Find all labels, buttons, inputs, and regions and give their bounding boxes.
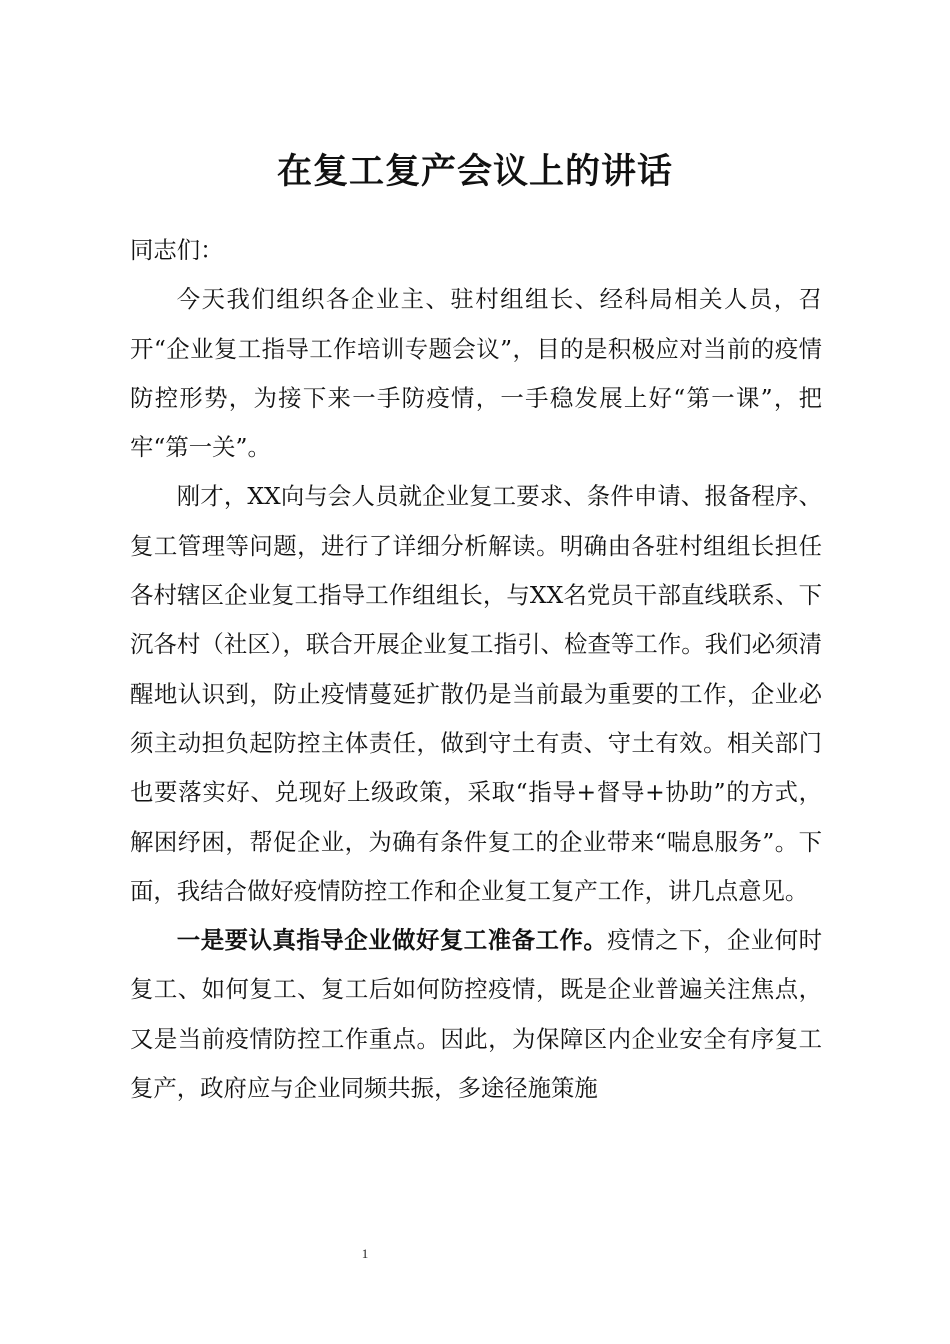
document-body: [130, 226, 822, 1113]
paragraph-text: 刚才，XX向与会人员就企业复工要求、条件申请、报备程序、复工管理等问题，进行了详细分析解读。明确由各驻村组组长担任各村辖区企业复工指导工作组组长，与XX名党员干部直线联系、下沉各村（社区），联合开展企业复工指引、检查等工作。我们必须清醒地认识到，防止疫情蔓延扩散仍是当前最为重要的工作，企业必须主动担负起防控主体责任，做到守土有责、守土有效。相关部门也要落实好、兑现好上级政策，采取“指导+督导+协助”的方式，解困纾困，帮促企业，为确有条件复工的企业带来“喘息服务”。下面，我结合做好疫情防控工作和企业复工复产工作，讲几点意见。: [130, 482, 822, 905]
paragraph-text: 今天我们组织各企业主、驻村组组长、经科局相关人员，召开“企业复工指导工作培训专题会议”，目的是积极应对当前的疫情防控形势，为接下来一手防疫情，一手稳发展上好“第一课”，把牢“第一关”。: [130, 285, 822, 462]
paragraph-point-one: [130, 916, 822, 1113]
paragraph-lead-heading: 一是要认真指导企业做好复工准备工作。: [176, 926, 608, 955]
paragraph-text: 疫情之下，企业何时复工、如何复工、复工后如何防控疫情，既是企业普遍关注焦点，又是当前疫情防控工作重点。因此，为保障区内企业安全有序复工复产，政府应与企业同频共振，多途径施策施: [130, 926, 822, 1103]
paragraph-opening: [130, 275, 822, 472]
paragraph-summary: [130, 472, 822, 916]
salutation: 同志们：: [130, 236, 224, 264]
document-title: 在复工复产会议上的讲话: [276, 152, 673, 192]
page-number: 1: [361, 1246, 369, 1261]
